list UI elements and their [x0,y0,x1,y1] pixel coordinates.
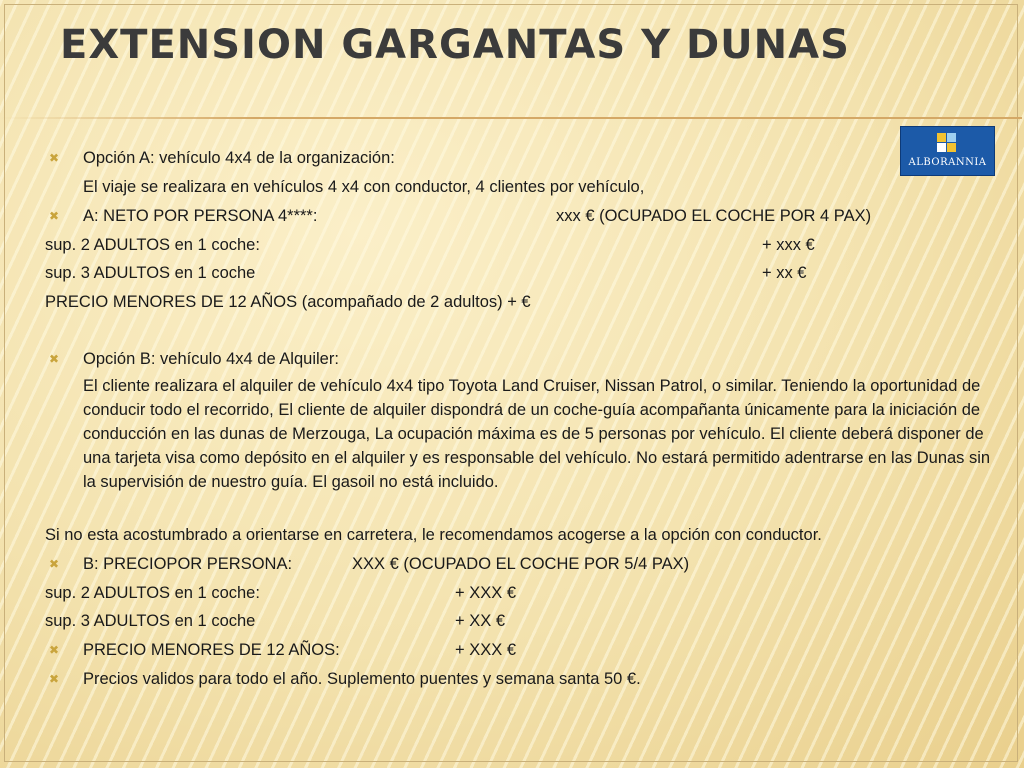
opcion-a-menores: PRECIO MENORES DE 12 AÑOS (acompañado de 2 adultos) + € [45,293,531,311]
opcion-a-heading [83,146,395,170]
opcion-b-text: : vehículo 4x4 de Alquiler: [150,350,339,368]
opcion-a-sup3-label: sup. 3 ADULTOS en 1 coche [45,264,256,282]
opcion-b-sup3-value: + XX € [455,612,505,630]
x-mark-icon: ✖ [49,352,60,366]
opcion-a-sup2-label: sup. 2 ADULTOS en 1 coche: [45,236,260,254]
x-mark-icon: ✖ [49,209,60,223]
opcion-b-menores-value: + XXX € [455,641,516,659]
x-mark-icon: ✖ [49,643,60,657]
slide-title: EXTENSION GARGANTAS Y DUNAS [60,22,850,68]
opcion-a-sup2-value: + xxx € [762,236,815,254]
alborannia-logo [900,126,995,176]
opcion-b-paragraph: El cliente realizara el alquiler de vehículo 4x4 tipo Toyota Land Cruiser, Nissan Patrol, o similar. Teniendo la oportunidad de conducir todo el recorrido, El cliente de alquiler dispondrá de un coche-guía acompañanta únicamente para la iniciación de conducción en las dunas de Merzouga, La ocupación máxima es de 5 personas por vehículo. El cliente deberá disponer de una tarjeta visa como depósito en el alquiler y es responsable del vehículo. No estará permitido adentrarse en las Dunas sin la supervisión de nuestro guía. El gasoil no está incluido. [83,377,991,491]
x-mark-icon: ✖ [49,151,60,165]
logo-text: ALBORANNIA [908,157,987,168]
title-divider [0,117,1022,119]
opcion-b-heading [83,347,339,371]
opcion-b-sup3-label: sup. 3 ADULTOS en 1 coche [45,612,256,630]
x-mark-icon: ✖ [49,557,60,571]
opcion-a-neto-value: xxx € (OCUPADO EL COCHE POR 4 PAX) [556,207,872,225]
opcion-b-sup2-label: sup. 2 ADULTOS en 1 coche: [45,584,260,602]
opcion-b-menores-label: PRECIO MENORES DE 12 AÑOS: [83,641,340,659]
opcion-a-sup3-value: + xx € [762,264,807,282]
opcion-a-label: Opción A [83,149,150,167]
opcion-a-neto-label: A: NETO POR PERSONA 4****: [83,207,318,225]
logo-mark-icon [937,133,957,153]
opcion-a-text: : vehículo 4x4 de la organización: [149,149,395,167]
opcion-b-precio-label: B: PRECIOPOR PERSONA: [83,555,293,573]
nota-precios: Precios validos para todo el año. Suplemento puentes y semana santa 50 €. [83,670,641,688]
opcion-b-label: Opción B [83,350,151,368]
opcion-b-precio-value: XXX € (OCUPADO EL COCHE POR 5/4 PAX) [352,555,690,573]
opcion-a-detail: El viaje se realizara en vehículos 4 x4 con conductor, 4 clientes por vehículo, [83,178,645,196]
opcion-b-recomendacion: Si no esta acostumbrado a orientarse en carretera, le recomendamos acogerse a la opción con conductor. [45,526,822,544]
x-mark-icon: ✖ [49,672,60,686]
opcion-b-sup2-value: + XXX € [455,584,516,602]
